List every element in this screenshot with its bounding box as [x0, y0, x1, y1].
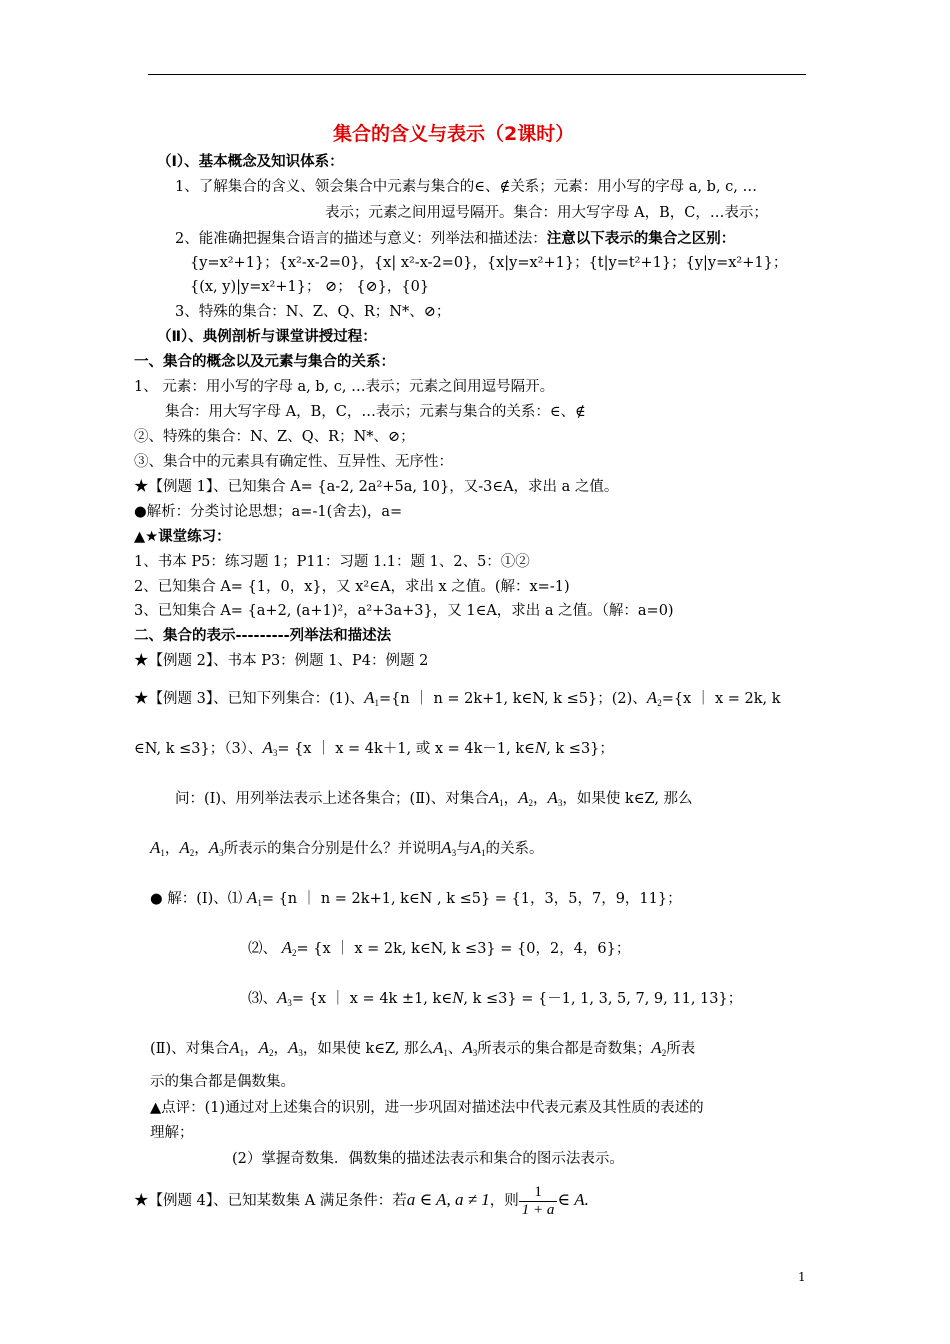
- text-span: = {x ｜ x = 4k ±1, k∈: [291, 991, 453, 1007]
- fraction-denominator: 1 + a: [521, 1201, 555, 1218]
- header-rule: [148, 74, 806, 75]
- text-line: 1、了解集合的含义、领会集合中元素与集合的∈、∉关系；元素：用小写的字母 a, b, c, …: [175, 179, 758, 195]
- text-span: ={x ｜ x = 2k, k: [661, 691, 781, 707]
- text-line: 1、 元素：用小写的字母 a, b, c, …表示；元素之间用逗号隔开。: [134, 379, 555, 395]
- solution-line-3: [248, 988, 742, 1013]
- text-span: 所表示的集合都是奇数集；: [477, 1041, 652, 1057]
- text-line: 集合：用大写字母 A，B，C，…表示；元素与集合的关系：∈、∉: [165, 404, 586, 420]
- page-number: 1: [798, 1270, 806, 1284]
- text-span: ∈N, k ≤3}；（3）、: [134, 741, 263, 757]
- review-line-1-cont: 理解；: [150, 1125, 194, 1141]
- heading-2: 二、集合的表示---------列举法和描述法: [134, 628, 392, 644]
- practice-item: 3、已知集合 A= {a+2, (a+1)²，a²+3a+3}，又 1∈A，求出 a 之值。（解：a=0): [134, 603, 674, 619]
- practice-item: 1、书本 P5：练习题 1；P11：习题 1.1：题 1、2、5：①②: [134, 554, 530, 570]
- example-3-question-1: 问：(Ⅰ)、用列举法表示上述各集合；(Ⅱ)、对集合$A_1$，$A_2$，$A_3$，如果使 k∈Z, 那么: [175, 788, 693, 808]
- set-A3: $A_3$: [441, 838, 457, 858]
- set-A1: $A_1$: [488, 788, 504, 808]
- set-A2: $A_2$: [651, 1038, 667, 1058]
- example-1-solution: ●解析：分类讨论思想；a=-1(舍去)，a=: [134, 504, 403, 520]
- fraction: [519, 1184, 558, 1219]
- text-line: [175, 229, 735, 249]
- membership-expression: ∈ A.: [557, 1190, 589, 1209]
- set-A2: $A_2$: [179, 838, 195, 858]
- set-A2: $A_2$: [518, 788, 533, 808]
- set-A2: $A_2$: [281, 938, 297, 958]
- set-A1: $A_1$: [470, 838, 486, 858]
- set-A1: $A_1$: [433, 1038, 448, 1058]
- text-span: 问：(Ⅰ)、用列举法表示上述各集合；(Ⅱ)、对集合: [175, 791, 489, 807]
- set-A1: $A_1$: [150, 838, 165, 858]
- text-span: = {n ｜ n = 2k+1, k∈N , k ≤5} = {1，3，5，7，9，11}；: [261, 891, 682, 907]
- condition-expression: a ∈ A, a ≠ 1: [406, 1190, 490, 1209]
- naturals-symbol: N: [452, 988, 464, 1007]
- text-span: ，如果使 k∈Z, 那么: [562, 791, 693, 807]
- solution-line-1: [150, 888, 682, 913]
- text-span: (Ⅱ)、对集合: [150, 1041, 230, 1057]
- example-3-line-2: [134, 738, 614, 763]
- solution-line-2: [248, 938, 630, 963]
- set-A3: $A_3$: [208, 838, 224, 858]
- practice-heading: ▲★课堂练习：: [134, 529, 231, 545]
- text-span: ★【例题 4】、已知某数集 A 满足条件：若: [134, 1193, 407, 1209]
- set-examples-line: {(x, y)|y=x²+1}； ⊘； {⊘}，{0}: [190, 279, 430, 295]
- text-span: 与: [456, 841, 471, 857]
- text-span: ● 解：(Ⅰ)、⑴: [150, 891, 243, 907]
- example-4: [134, 1180, 589, 1221]
- text-span: ={n ｜ n = 2k+1, k∈N, k ≤5}；(2)、: [379, 691, 647, 707]
- section-1-heading: （Ⅰ）、基本概念及知识体系：: [157, 154, 344, 170]
- text-span: 所表: [666, 1041, 696, 1057]
- naturals-symbol: N: [534, 738, 547, 757]
- text-span: ，如果使 k∈Z, 那么: [302, 1041, 434, 1057]
- text-line: 3、特殊的集合：N、Z、Q、R；N*、⊘；: [175, 304, 451, 320]
- set-A3: $A_3$: [287, 1038, 303, 1058]
- text-span: ，则: [489, 1193, 519, 1209]
- text-span: = {x ｜ x = 4k＋1, 或 x = 4k－1, k∈: [277, 741, 535, 757]
- set-A3: $A_3$: [547, 788, 563, 808]
- fraction-numerator: 1: [519, 1184, 558, 1202]
- practice-item: 2、已知集合 A= {1，0，x}，又 x²∈A，求出 x 之值。(解：x=-1): [134, 579, 570, 595]
- heading-1: 一、集合的概念以及元素与集合的关系：: [134, 354, 395, 370]
- solution-line-4: (Ⅱ)、对集合$A_1$，$A_2$，$A_3$，如果使 k∈Z, 那么$A_1$、$A_3$所表示的集合都是奇数集；$A_2$所表: [150, 1038, 696, 1058]
- section-2-heading: （Ⅱ）、典例剖析与课堂讲授过程：: [157, 329, 377, 345]
- text-span: ★【例题 3】、已知下列集合：(1)、: [134, 691, 365, 707]
- set-A1: $A_1$: [246, 888, 262, 908]
- example-2: ★【例题 2】、书本 P3：例题 1、P4：例题 2: [134, 653, 429, 669]
- page-title: 集合的含义与表示（2课时）: [333, 123, 575, 145]
- text-span: ⑵、: [248, 941, 277, 957]
- text-span: 2、能准确把握集合语言的描述与意义：列举法和描述法：: [175, 231, 547, 247]
- text-span: 所表示的集合分别是什么？并说明: [223, 841, 442, 857]
- review-line-1: ▲点评：(1)通过对上述集合的识别，进一步巩固对描述法中代表元素及其性质的表述的: [150, 1100, 704, 1116]
- text-line: ③、集合中的元素具有确定性、互异性、无序性：: [134, 454, 453, 470]
- set-examples-line: {y=x²+1}；{x²-x-2=0}，{x| x²-x-2=0}，{x|y=x²+1}；{t|y=t²+1}；{y|y=x²+1}；: [190, 255, 788, 271]
- review-line-2: (2）掌握奇数集．偶数集的描述法表示和集合的图示法表示。: [232, 1151, 624, 1167]
- set-A3: $A_3$: [262, 738, 278, 758]
- set-A3: $A_3$: [277, 988, 292, 1008]
- example-1: ★【例题 1】、已知集合 A= {a-2, 2a²+5a, 10}，又-3∈A，求出 a 之值。: [134, 479, 619, 495]
- set-A2: $A_2$: [258, 1038, 274, 1058]
- text-line: ②、特殊的集合：N、Z、Q、R；N*、⊘；: [134, 429, 415, 445]
- text-line: 表示；元素之间用逗号隔开。集合：用大写字母 A，B，C，…表示；: [325, 205, 768, 221]
- set-A1: $A_1$: [364, 688, 380, 708]
- text-span: = {x ｜ x = 2k, k∈N, k ≤3} = {0，2，4，6}；: [296, 941, 631, 957]
- text-span: ⑶、: [248, 991, 277, 1007]
- set-A3: $A_3$: [462, 1038, 478, 1058]
- text-span: 的关系。: [485, 841, 544, 857]
- text-span: , k ≤3} = {－1, 1, 3, 5, 7, 9, 11, 13}；: [463, 991, 743, 1007]
- example-3-question-2: $A_1$，$A_2$，$A_3$所表示的集合分别是什么？并说明$A_3$与$A_1$的关系。: [150, 838, 544, 858]
- text-line: 示的集合都是偶数集。: [150, 1074, 295, 1090]
- set-A2: $A_2$: [646, 688, 662, 708]
- example-3-line-1: [134, 688, 781, 713]
- bold-span: 注意以下表示的集合之区别：: [546, 231, 736, 247]
- text-span: , k ≤3}；: [546, 741, 614, 757]
- set-A1: $A_1$: [229, 1038, 245, 1058]
